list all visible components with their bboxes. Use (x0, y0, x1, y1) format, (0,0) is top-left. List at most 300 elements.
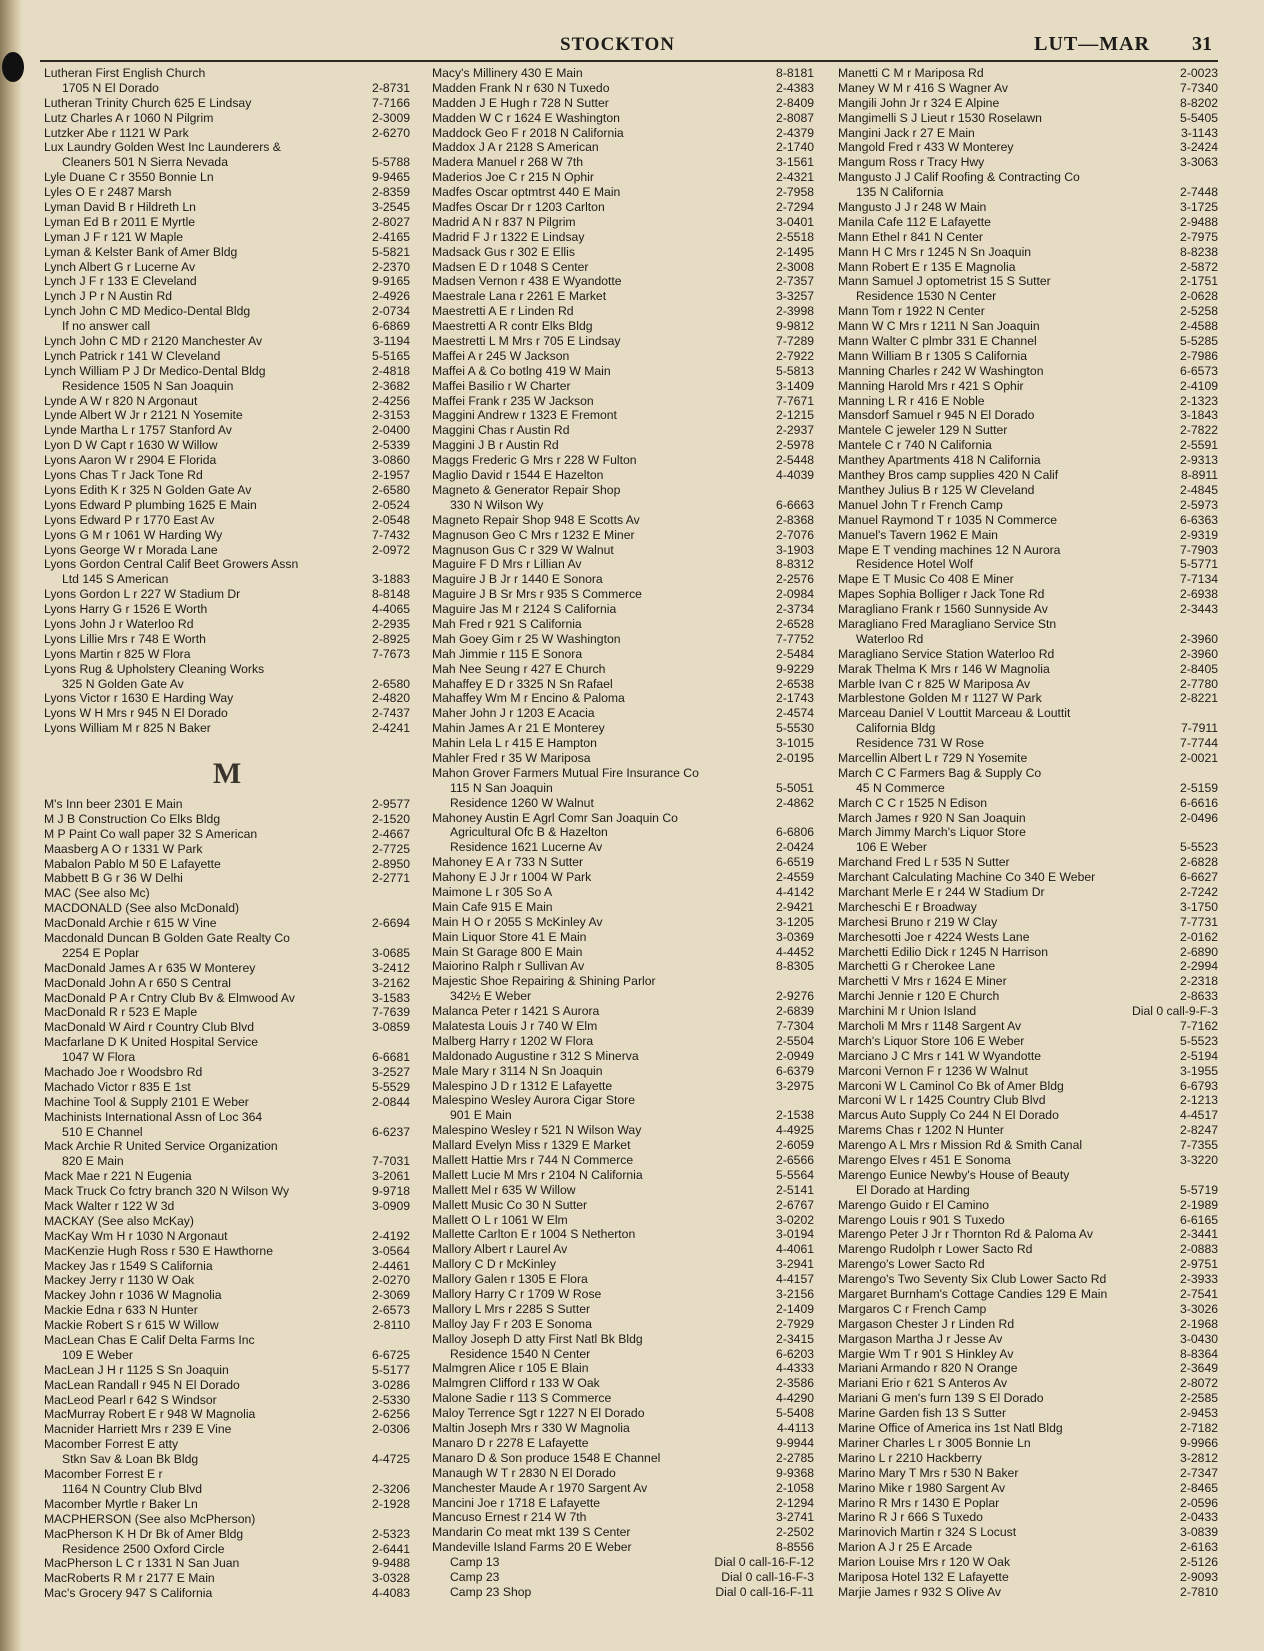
listing-entry (432, 1004, 814, 1019)
listing-phone: 2-7929 (776, 1316, 814, 1331)
listing-name: Maguire J B Sr Mrs r 935 S Commerce (432, 587, 642, 602)
listing-phone: 3-0328 (372, 1571, 410, 1586)
listing-name: Marengo Peter J Jr r Thornton Rd & Paloma Av (838, 1227, 1093, 1242)
listing-name: Malmgren Alice r 105 E Blain (432, 1361, 589, 1376)
listing-entry (432, 334, 814, 349)
listing-entry (432, 1168, 814, 1183)
listing-entry (838, 349, 1218, 364)
listing-phone: 7-7162 (1180, 1019, 1218, 1033)
listing-phone: 3-3026 (1180, 1301, 1218, 1316)
listing-name: Manning Charles r 242 W Washington (838, 363, 1044, 378)
listing-name: Maguire F D Mrs r Lillian Av (432, 557, 582, 572)
listing-name: Mann H C Mrs r 1245 N Sn Joaquin (838, 244, 1032, 259)
listing-entry (838, 319, 1218, 334)
listing-name: Maestretti L M Mrs r 705 E Lindsay (432, 334, 621, 349)
listing-entry (44, 946, 410, 961)
listing-phone: 2-4109 (1180, 378, 1218, 393)
listing-entry (838, 468, 1218, 483)
listing-name: Mackie Edna r 633 N Hunter (44, 1303, 198, 1318)
listing-phone: 5-5405 (1180, 110, 1218, 125)
listing-name: March's Liquor Store 106 E Weber (838, 1033, 1025, 1048)
listing-phone: 3-1883 (372, 572, 410, 587)
listing-phone: 3-2741 (776, 1510, 814, 1525)
listing-name: MACDONALD (See also McDonald) (44, 901, 240, 916)
listing-phone: 7-7911 (1180, 721, 1218, 736)
listing-phone: 4-4290 (776, 1391, 814, 1406)
listing-phone: 2-0596 (1180, 1495, 1218, 1510)
listing-entry (838, 453, 1218, 468)
listing-name: California Bldg (856, 721, 936, 736)
listing-phone: 8-8364 (1180, 1346, 1218, 1361)
listing-name: Maggini Chas r Austin Rd (432, 423, 570, 438)
listing-name: Stkn Sav & Loan Bk Bldg (62, 1452, 199, 1467)
listing-phone: 2-5258 (1180, 304, 1218, 319)
listing-phone: 2-3649 (1180, 1361, 1218, 1376)
listing-entry (432, 1272, 814, 1287)
listing-name: Malloy Joseph D atty First Natl Bk Bldg (432, 1331, 643, 1346)
listing-entry (44, 1303, 410, 1318)
listing-phone: 7-7731 (1180, 914, 1218, 929)
listing-name: MacKay Wm H r 1030 N Argonaut (44, 1228, 228, 1243)
listing-entry (838, 1183, 1218, 1198)
listing-entry (432, 111, 814, 126)
listing-entry (44, 379, 410, 394)
listing-name: Maldonado Augustine r 312 S Minerva (432, 1048, 639, 1063)
listing-phone: 2-6566 (776, 1153, 814, 1168)
listing-name: Maggs Frederic G Mrs r 228 W Fulton (432, 453, 637, 468)
listing-entry (44, 1110, 410, 1125)
listing-phone: 2-0548 (372, 512, 410, 527)
listing-phone: 2-4667 (372, 826, 410, 841)
listing-entry (44, 797, 410, 812)
listing-entry (44, 394, 410, 409)
listing-entry (838, 1093, 1218, 1108)
listing-entry (432, 394, 814, 409)
listing-name: Marcheschi E r Broadway (838, 899, 977, 914)
directory-column-3 (838, 66, 1218, 1600)
listing-name: Lyons Victor r 1630 E Harding Way (44, 691, 234, 706)
listing-name: Macdonald Duncan B Golden Gate Realty Co (44, 930, 290, 945)
listing-name: MacDonald P A r Cntry Club Bv & Elmwood Av (44, 990, 295, 1005)
listing-entry (432, 870, 814, 885)
listing-name: Marchi Jennie r 120 E Church (838, 989, 1000, 1004)
listing-name: Mack Archie R United Service Organization (44, 1139, 278, 1154)
listing-entry (838, 1332, 1218, 1347)
listing-entry (432, 647, 814, 662)
listing-entry (838, 394, 1218, 409)
listing-entry (44, 1333, 410, 1348)
listing-phone: 3-2156 (776, 1287, 814, 1302)
listing-name: 45 N Commerce (856, 780, 945, 795)
listing-name: Marion Louise Mrs r 120 W Oak (838, 1555, 1011, 1570)
listing-entry (838, 632, 1218, 647)
listing-entry (838, 647, 1218, 662)
listing-phone: 3-1561 (776, 155, 814, 170)
listing-entry (432, 1510, 814, 1525)
listing-entry (838, 1481, 1218, 1496)
listing-entry (432, 1376, 814, 1391)
listing-phone: 2-8465 (1180, 1480, 1218, 1495)
listing-entry (838, 1064, 1218, 1079)
listing-entry (44, 1452, 410, 1467)
listing-entry (838, 364, 1218, 379)
listing-entry (838, 528, 1218, 543)
listing-phone: 2-1538 (776, 1108, 814, 1123)
listing-phone: 2-1740 (776, 140, 814, 155)
listing-name: Maestrale Lana r 2261 E Market (432, 289, 607, 304)
listing-name: Malatesta Louis J r 740 W Elm (432, 1019, 598, 1033)
listing-entry (838, 691, 1218, 706)
listing-phone: 6-6869 (372, 319, 410, 334)
listing-name: Marino Mike r 1980 Sargent Av (838, 1480, 1006, 1495)
listing-name: Lyles O E r 2487 Marsh (44, 185, 172, 200)
listing-phone: 2-0270 (372, 1273, 410, 1288)
binding-hole (2, 52, 24, 82)
listing-phone: 8-8312 (776, 557, 814, 572)
listing-entry (838, 1466, 1218, 1481)
listing-phone: 4-4065 (372, 602, 410, 617)
listing-name: Mariani Erio r 621 S Anteros Av (838, 1376, 1008, 1391)
listing-name: MacLeod Pearl r 642 S Windsor (44, 1392, 217, 1407)
listing-phone: 2-4574 (776, 706, 814, 721)
listing-entry (432, 587, 814, 602)
listing-name: Lutheran Trinity Church 625 E Lindsay (44, 95, 252, 110)
listing-name: Mariposa Hotel 132 E Lafayette (838, 1569, 1009, 1584)
listing-phone: 2-6938 (1180, 587, 1218, 602)
listing-phone: 2-6580 (372, 676, 410, 691)
listing-phone: 2-9319 (1180, 527, 1218, 542)
listing-entry (838, 557, 1218, 572)
listing-phone: 7-7031 (372, 1154, 410, 1169)
listing-entry (44, 155, 410, 170)
listing-entry (44, 1095, 410, 1110)
listing-phone: 2-8950 (372, 856, 410, 871)
listing-name: MacDonald James A r 635 W Monterey (44, 960, 256, 975)
listing-entry (432, 1317, 814, 1332)
listing-name: Marine Office of America ins 1st Natl Bldg (838, 1421, 1063, 1436)
listing-phone: 6-6519 (776, 855, 814, 870)
listing-entry (432, 1481, 814, 1496)
listing-entry (838, 1272, 1218, 1287)
listing-entry (44, 886, 410, 901)
listing-phone: 7-7671 (776, 393, 814, 408)
listing-entry (44, 334, 410, 349)
listing-name: Marak Thelma K Mrs r 146 W Magnolia (838, 661, 1050, 676)
listing-phone: 3-0909 (372, 1199, 410, 1214)
listing-phone: 2-7958 (776, 185, 814, 200)
listing-phone: 8-8305 (776, 959, 814, 974)
listing-name: MACPHERSON (See also McPherson) (44, 1511, 256, 1526)
listing-phone: 2-0883 (1180, 1242, 1218, 1257)
listing-phone: 2-4165 (372, 229, 410, 244)
listing-entry (432, 840, 814, 855)
listing-phone: 2-2771 (372, 871, 410, 886)
listing-entry (432, 1496, 814, 1511)
listing-entry (44, 1571, 410, 1586)
listing-entry (838, 185, 1218, 200)
listing-entry (432, 1361, 814, 1376)
listing-phone: 2-7541 (1180, 1287, 1218, 1302)
listing-phone: 2-6839 (776, 1004, 814, 1019)
listing-name: Marchini M r Union Island (838, 1004, 977, 1019)
listing-entry (838, 1227, 1218, 1242)
listing-phone: 2-8359 (372, 185, 410, 200)
listing-phone: 2-3069 (372, 1288, 410, 1303)
listing-entry (44, 1065, 410, 1080)
listing-name: Mangili John Jr r 324 E Alpine (838, 95, 1000, 110)
listing-name: Maasberg A O r 1331 W Park (44, 841, 203, 856)
listing-phone: 7-7432 (372, 527, 410, 542)
listing-phone: 2-6441 (372, 1541, 410, 1556)
listing-phone: 6-6203 (776, 1346, 814, 1361)
listing-phone: 9-9812 (776, 319, 814, 334)
listing-entry (432, 691, 814, 706)
listing-name: Lynch John C MD Medico-Dental Bldg (44, 304, 251, 319)
listing-entry (432, 1108, 814, 1123)
listing-name: Mahony E J Jr r 1004 W Park (432, 870, 592, 885)
listing-name: Machado Victor r 835 E 1st (44, 1079, 191, 1094)
listing-name: Mann Walter C plmbr 331 E Channel (838, 334, 1037, 349)
listing-name: MACKAY (See also McKay) (44, 1213, 194, 1228)
listing-phone: 3-2812 (1180, 1450, 1218, 1465)
listing-name: Marengo Eunice Newby's House of Beauty (838, 1167, 1070, 1182)
listing-name: Lyons Gordon Central Calif Beet Growers Assn (44, 557, 299, 572)
listing-name: Maffei A & Co botlng 419 W Main (432, 363, 611, 378)
listing-name: Maragliano Fred Maragliano Service Stn (838, 616, 1057, 631)
listing-name: Manuel Raymond T r 1035 N Commerce (838, 512, 1058, 527)
listing-name: Agricultural Ofc B & Hazelton (450, 825, 608, 840)
listing-entry (838, 230, 1218, 245)
listing-name: Madsen E D r 1048 S Center (432, 259, 589, 274)
listing-name: Lutheran First English Church (44, 66, 206, 80)
listing-entry (44, 602, 410, 617)
listing-name: MacPherson L C r 1331 N San Juan (44, 1556, 240, 1571)
listing-name: Mandeville Island Farms 20 E Weber (432, 1540, 632, 1555)
listing-phone: 2-5159 (1180, 780, 1218, 795)
listing-name: Marinovich Martin r 324 S Locust (838, 1525, 1017, 1540)
listing-phone: 5-5564 (776, 1167, 814, 1182)
listing-name: Marciano J C Mrs r 141 W Wyandotte (838, 1048, 1042, 1063)
listing-phone: 3-3220 (1180, 1153, 1218, 1168)
listing-name: Marino Mary T Mrs r 530 N Baker (838, 1465, 1019, 1480)
listing-phone: 2-4461 (372, 1258, 410, 1273)
listing-entry (838, 572, 1218, 587)
listing-phone: Dial 0 call-16-F-11 (715, 1584, 814, 1599)
listing-entry (44, 513, 410, 528)
listing-phone: 6-6379 (776, 1063, 814, 1078)
listing-phone: 2-8087 (776, 110, 814, 125)
listing-entry (432, 766, 814, 781)
listing-entry (432, 1019, 814, 1034)
listing-name: Mandarin Co meat mkt 139 S Center (432, 1525, 631, 1540)
listing-entry (44, 126, 410, 141)
listing-name: Madden W C r 1624 E Washington (432, 110, 620, 125)
listing-entry (432, 274, 814, 289)
listing-phone: 2-7725 (372, 841, 410, 856)
listing-name: Mann Samuel J optometrist 15 S Sutter (838, 274, 1051, 289)
listing-name: Lyman David B r Hildreth Ln (44, 200, 196, 215)
listing-name: Manthey Apartments 418 N California (838, 453, 1041, 468)
listing-entry (44, 468, 410, 483)
listing-name: 901 E Main (450, 1108, 512, 1123)
listing-entry (432, 751, 814, 766)
listing-name: Cleaners 501 N Sierra Nevada (62, 155, 228, 170)
listing-phone: 4-4113 (776, 1421, 814, 1436)
listing-entry (838, 513, 1218, 528)
listing-name: Lutz Charles A r 1060 N Pilgrim (44, 110, 214, 125)
listing-entry (432, 1123, 814, 1138)
listing-name: Marine Garden fish 13 S Sutter (838, 1406, 1007, 1421)
listing-entry (44, 1125, 410, 1140)
listing-entry (432, 825, 814, 840)
listing-entry (44, 1482, 410, 1497)
listing-name: Manthey Julius B r 125 W Cleveland (838, 482, 1035, 497)
listing-name: Maddock Geo F r 2018 N California (432, 125, 624, 140)
listing-name: Lyons Lillie Mrs r 748 E Worth (44, 631, 206, 646)
listing-name: 342½ E Weber (450, 989, 532, 1004)
listing-entry (44, 260, 410, 275)
listing-entry (838, 1347, 1218, 1362)
listing-name: Marengo Louis r 901 S Tuxedo (838, 1212, 1005, 1227)
listing-name: Marchetti G r Cherokee Lane (838, 959, 996, 974)
listing-entry (432, 289, 814, 304)
page-number: 31 (1192, 33, 1212, 55)
listing-entry (44, 96, 410, 111)
listing-entry (432, 498, 814, 513)
listing-name: Maestretti A R contr Elks Bldg (432, 319, 593, 334)
listing-entry (44, 1348, 410, 1363)
listing-name: Majestic Shoe Repairing & Shining Parlor (432, 974, 656, 989)
listing-phone: 9-9165 (372, 274, 410, 289)
listing-entry (838, 766, 1218, 781)
listing-name: Madsen Vernon r 438 E Wyandotte (432, 274, 622, 289)
listing-entry (44, 289, 410, 304)
listing-name: Mahoney Austin E Agrl Comr San Joaquin Co (432, 810, 678, 825)
listing-name: Mapes Sophia Bolliger r Jack Tone Rd (838, 587, 1045, 602)
listing-phone: 5-5051 (776, 780, 814, 795)
listing-name: Manthey Bros camp supplies 420 N Calif (838, 468, 1059, 483)
listing-name: Lynde A W r 820 N Argonaut (44, 393, 198, 408)
listing-phone: 2-3960 (1180, 631, 1218, 646)
listing-entry (432, 1183, 814, 1198)
listing-phone: 2-0524 (372, 497, 410, 512)
listing-entry (44, 111, 410, 126)
listing-name: Madrid A N r 837 N Pilgrim (432, 214, 576, 229)
listing-entry (432, 677, 814, 692)
listing-entry (838, 215, 1218, 230)
listing-phone: 2-1495 (776, 244, 814, 259)
listing-entry (432, 1079, 814, 1094)
listing-name: Mahoney E A r 733 N Sutter (432, 855, 584, 870)
listing-entry (44, 871, 410, 886)
listing-phone: 2-3682 (372, 378, 410, 393)
listing-phone: 5-5529 (372, 1079, 410, 1094)
listing-entry (44, 200, 410, 215)
listing-name: Maggini Andrew r 1323 E Fremont (432, 408, 617, 423)
listing-entry (838, 1034, 1218, 1049)
listing-phone: 2-3734 (776, 602, 814, 617)
listing-entry (432, 468, 814, 483)
listing-name: Maiorino Ralph r Sullivan Av (432, 959, 585, 974)
listing-entry (838, 274, 1218, 289)
listing-phone: 2-0949 (776, 1048, 814, 1063)
listing-entry (432, 408, 814, 423)
listing-name: Lyons Harry G r 1526 E Worth (44, 602, 208, 617)
listing-entry (432, 1585, 814, 1600)
listing-name: Marble Ivan C r 825 W Mariposa Av (838, 676, 1031, 691)
listing-phone: 6-6363 (1180, 512, 1218, 527)
listing-phone: 2-8368 (776, 512, 814, 527)
listing-entry (432, 304, 814, 319)
listing-name: Magneto & Generator Repair Shop (432, 482, 621, 497)
listing-entry (838, 1555, 1218, 1570)
listing-phone: 5-5408 (776, 1406, 814, 1421)
listing-name: Main St Garage 800 E Main (432, 944, 583, 959)
listing-phone: 3-0859 (372, 1020, 410, 1035)
listing-entry (432, 1153, 814, 1168)
listing-phone: 3-0369 (776, 929, 814, 944)
listing-name: Male Mary r 3114 N Sn Joaquin (432, 1063, 603, 1078)
listing-name: Maffei Frank r 235 W Jackson (432, 393, 594, 408)
listing-entry (838, 438, 1218, 453)
listing-phone: 5-5719 (1180, 1182, 1218, 1197)
listing-name: Mackey John r 1036 W Magnolia (44, 1288, 222, 1303)
listing-name: Maggini J B r Austin Rd (432, 438, 559, 453)
listing-entry (432, 811, 814, 826)
listing-phone: 7-7304 (776, 1019, 814, 1033)
listing-entry (838, 1361, 1218, 1376)
listing-phone: 2-1215 (776, 408, 814, 423)
listing-entry (432, 230, 814, 245)
listing-entry (44, 349, 410, 364)
listing-name: Lynch Albert G r Lucerne Av (44, 259, 196, 274)
listing-phone: 2-1928 (372, 1496, 410, 1511)
listing-phone: 2-1751 (1180, 274, 1218, 289)
listing-name: Lyman & Kelster Bank of Amer Bldg (44, 244, 238, 259)
listing-name: 2254 E Poplar (62, 945, 140, 960)
listing-name: Macy's Millinery 430 E Main (432, 66, 583, 80)
listing-phone: 2-6767 (776, 1197, 814, 1212)
listing-entry (838, 1421, 1218, 1436)
listing-phone: 2-6580 (372, 482, 410, 497)
listing-phone: 2-1409 (776, 1301, 814, 1316)
listing-phone: 3-1725 (1180, 200, 1218, 215)
listing-phone: 2-7294 (776, 200, 814, 215)
listing-phone: 6-6627 (1180, 870, 1218, 885)
listing-phone: 5-5788 (372, 155, 410, 170)
listing-entry (44, 453, 410, 468)
listing-phone: 2-5504 (776, 1033, 814, 1048)
listing-entry (838, 1525, 1218, 1540)
page-header (40, 30, 1218, 62)
listing-phone: 2-5591 (1180, 438, 1218, 453)
listing-entry (432, 1242, 814, 1257)
listing-entry (838, 423, 1218, 438)
listing-name: Mack Mae r 221 N Eugenia (44, 1169, 192, 1184)
listing-phone: 7-7355 (1180, 1138, 1218, 1153)
listing-name: Residence 1540 N Center (450, 1346, 591, 1361)
listing-name: Margie Wm T r 901 S Hinkley Av (838, 1346, 1014, 1361)
listing-phone: 2-5330 (372, 1392, 410, 1407)
listing-phone: 5-5771 (1180, 557, 1218, 572)
listing-name: March C C r 1525 N Edison (838, 795, 988, 810)
listing-phone: 2-3415 (776, 1331, 814, 1346)
listing-entry (838, 1570, 1218, 1585)
listing-name: Manaro D r 2278 E Lafayette (432, 1435, 589, 1450)
listing-entry (838, 602, 1218, 617)
listing-entry (44, 230, 410, 245)
listing-entry (432, 1064, 814, 1079)
